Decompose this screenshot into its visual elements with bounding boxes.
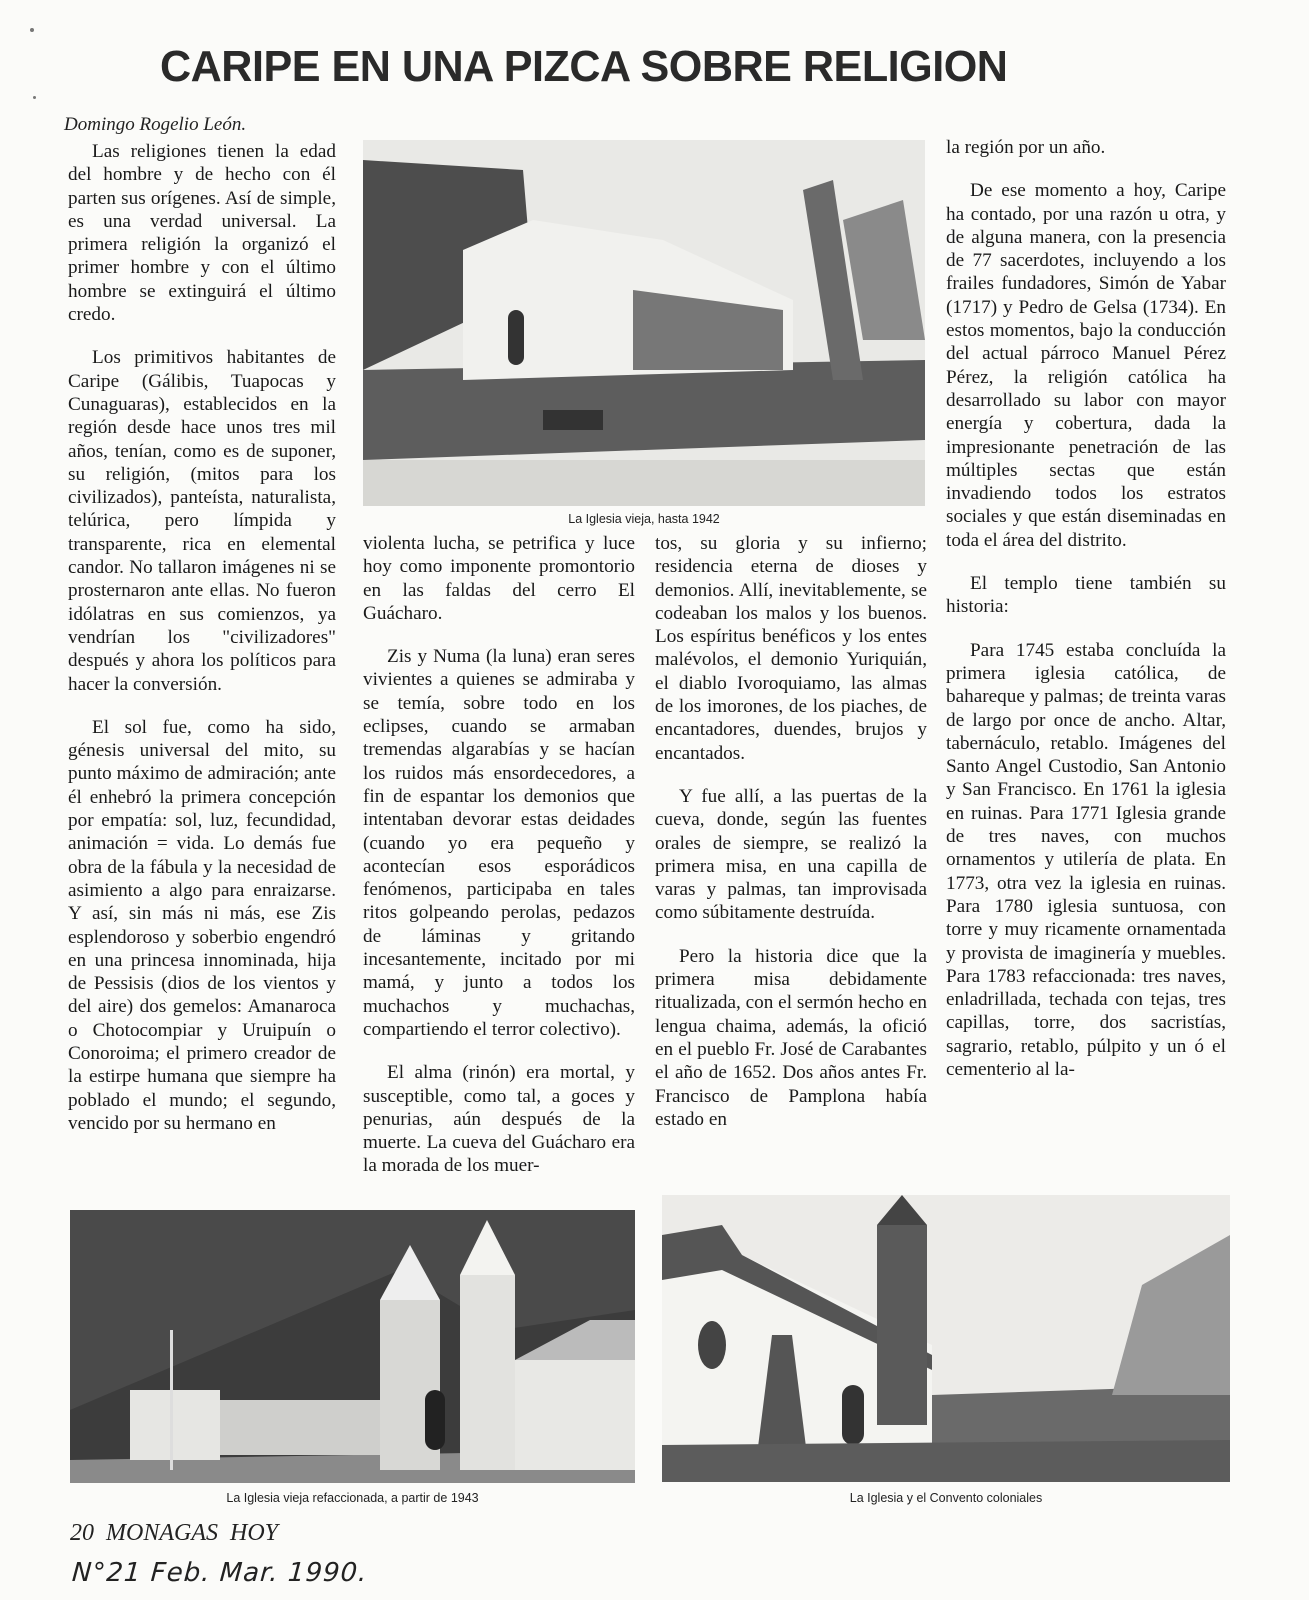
photo-caption: La Iglesia vieja refaccionada, a partir de 1943 bbox=[226, 1491, 479, 1505]
photo-caption: La Iglesia vieja, hasta 1942 bbox=[568, 512, 720, 526]
scan-speck bbox=[30, 28, 34, 32]
page-number-publication: 20 MONAGAS HOY bbox=[70, 1520, 278, 1546]
paragraph: violenta lucha, se petrifica y luce hoy como imponente promontorio en las faldas del cerro El Guácharo. bbox=[363, 533, 635, 624]
paragraph: Zis y Numa (la luna) eran seres vivientes a quienes se admiraba y se temía, sobre todo en los eclipses, cuando se armaban tremendas algarabías y se hacían los ruidos más ensordecedores, a fin de espantar los demonios que intentaban devorar estas deidades (cuando yo era pequeño y acontecían esos esporádicos fenómenos, participaba en tales ritos golpeando perolas, pedazos de láminas y gritando incesantemente, incitado por mi mamá, y junto a todos los muchachos y muchachas, compartiendo el terror colectivo). bbox=[363, 646, 635, 1040]
paragraph: Para 1745 estaba concluída la primera iglesia católica, de bahareque y palmas; de treinta varas de largo por once de ancho. Altar, tabernáculo, retablo. Imágenes del Santo Angel Custodio, San Antonio y San Francisco. En 1761 la iglesia en ruinas. Para 1771 Iglesia grande de tres naves, con muchos ornamentos y utilería de plata. En 1773, otra vez la iglesia en ruinas. Para 1780 iglesia suntuosa, con torre y muy ricamente ornamentada y provista de imaginería y muebles. Para 1783 refaccionada: tres naves, enladrillada, techada con tejas, tres capillas, torre, dos sacristías, sagrario, retablo, púlpito y un ó el cementerio al la- bbox=[946, 639, 1226, 1080]
colonial-church-convent-photo bbox=[662, 1195, 1230, 1482]
paragraph: De ese momento a hoy, Caripe ha contado, por una razón u otra, y de alguna manera, con la presencia de 77 sacerdotes, incluyendo a los frailes fundadores, Simón de Yabar (1717) y Pedro de Gelsa (1734). En estos momentos, bajo la conducción del actual párroco Manuel Pérez Pérez, la religión católica ha desarrollado su labor con mayor energía y cobertura, dada la impresionante penetración de las múltiples sectas que están invadiendo todos los estratos sociales y que están diseminadas en toda el área del distrito. bbox=[946, 180, 1226, 551]
text-column-3 bbox=[655, 532, 927, 1151]
photo-caption: La Iglesia y el Convento coloniales bbox=[849, 1491, 1043, 1505]
paragraph: El templo tiene también su historia: bbox=[946, 573, 1226, 618]
article-title: CARIPE EN UNA PIZCA SOBRE RELIGION bbox=[160, 42, 1008, 91]
paragraph: El sol fue, como ha sido, génesis universal del mito, su punto máximo de admiración; ante él enhebró la primera concepción por empatía: sol, luz, fecundidad, animación = vida. Lo demás fue obra de la fábula y la necesidad de asimiento a algo para enraizarse. Y así, sin más ni más, ese Zis esplendoroso y soberbio engendró en una princesa innominada, hija de Pessisis (dios de los vientos y del aire) dos gemelos: Amanaroca o Chotocompiar y Uruipuín o Conoroima; el primero creador de la estirpe humana que siempre ha poblado el mundo; el segundo, vencido por su hermano en bbox=[68, 716, 336, 1134]
paragraph: El alma (rinón) era mortal, y susceptible, como tal, a goces y penurias, aún después de la muerte. La cueva del Guácharo era la morada de los muer- bbox=[363, 1062, 635, 1177]
renovated-church-photo bbox=[70, 1210, 635, 1483]
paragraph: la región por un año. bbox=[946, 137, 1106, 158]
text-column-4 bbox=[946, 136, 1226, 1101]
handwritten-issue-note: N°21 Feb. Mar. 1990. bbox=[70, 1558, 369, 1588]
text-column-2 bbox=[363, 532, 635, 1198]
scan-speck bbox=[33, 96, 36, 99]
author-byline: Domingo Rogelio León. bbox=[64, 114, 247, 135]
paragraph: Las religiones tienen la edad del hombre y de hecho con él parten sus orígenes. Así de simple, es una verdad universal. La primera religión la organizó el primer hombre y con el último hombre se extinguirá el último credo. bbox=[68, 141, 336, 326]
paragraph: Pero la historia dice que la primera misa debidamente ritualizada, con el sermón hecho en lengua chaima, además, la ofició en el pueblo Fr. José de Carabantes el año de 1652. Dos años antes Fr. Francisco de Pamplona había estado en bbox=[655, 945, 927, 1130]
paragraph: Los primitivos habitantes de Caripe (Gálibis, Tuapocas y Cunaguaras), establecidos en la región desde hace unos tres mil años, tenían, como es de suponer, su religión, (mitos para los civilizados), panteísta, naturalista, telúrica, pero límpida y transparente, rica en elemental candor. No tallaron imágenes ni se prosternaron ante ellas. No fueron idólatras en sus comienzos, ya vendrían los "civilizadores" después y ahora los políticos para hacer la conversión. bbox=[68, 347, 336, 695]
old-church-photo bbox=[363, 140, 925, 506]
paragraph: Y fue allí, a las puertas de la cueva, donde, según las fuentes orales de siempre, se realizó la primera misa, en una capilla de varas y palmas, tan improvisada como súbitamente destruída. bbox=[655, 785, 927, 924]
text-column-1 bbox=[68, 140, 336, 1155]
paragraph: tos, su gloria y su infierno; residencia eterna de dioses y demonios. Allí, inevitablemente, se codeaban los malos y los buenos. Los espíritus benéficos y los entes malévolos, el demonio Yuriquián, el diablo Ivoroquiamo, las almas de los imorones, de los piaches, de encantadores, duendes, brujos y encantados. bbox=[655, 533, 927, 764]
